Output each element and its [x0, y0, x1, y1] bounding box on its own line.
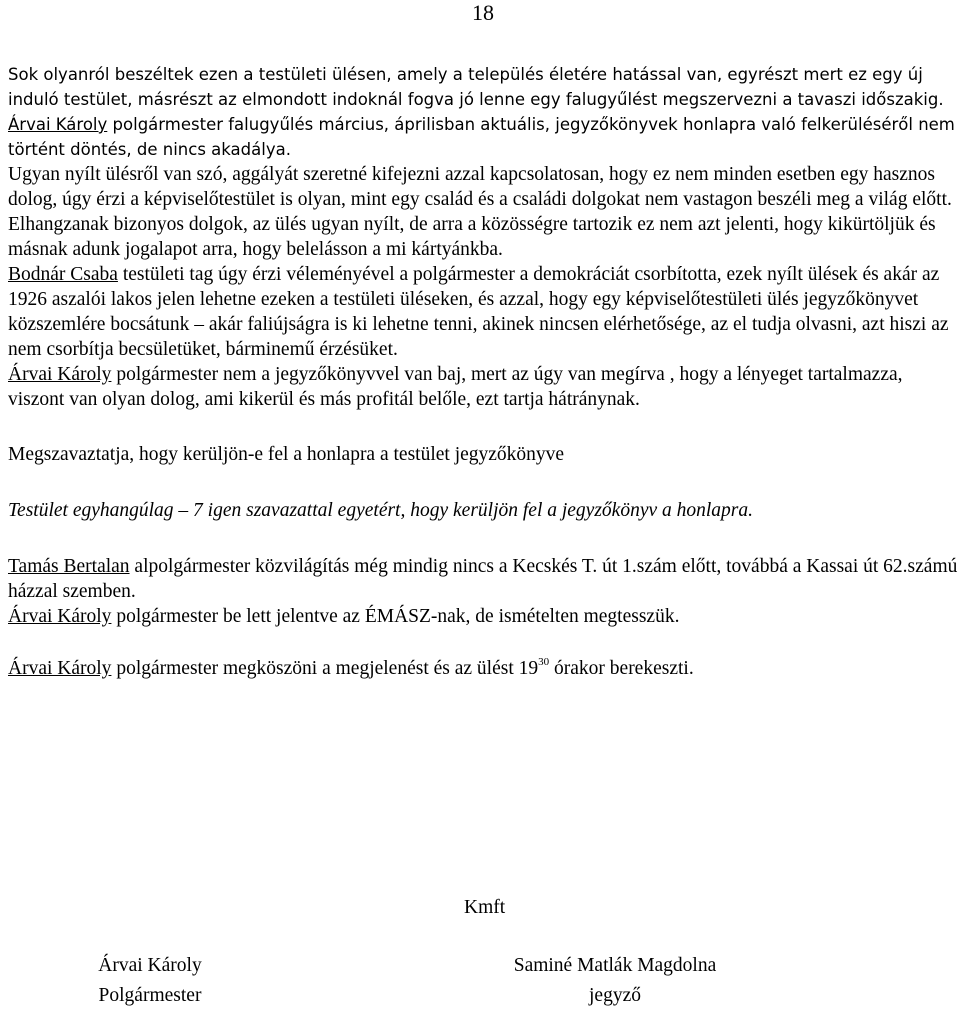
signature-role: Polgármester — [98, 985, 202, 1006]
speaker-name: Árvai Károly — [8, 606, 112, 627]
paragraph-bodnar — [8, 262, 958, 362]
paragraph-mayor-forum — [8, 112, 958, 162]
paragraph-intro: Sok olyanról beszéltek ezen a testületi ülésen, amely a település életére hatással van, egyrészt mert ez egy új induló testület, másrészt az elmondott indoknál fogva jó lenne egy falugyűlést megszervezni a tavaszi időszakig. — [8, 65, 944, 109]
time-superscript: 30 — [538, 656, 550, 668]
speaker-name: Árvai Károly — [8, 658, 112, 679]
speaker-text: polgármester falugyűlés március, áprilisban aktuális, jegyzőkönyvek honlapra való felkerüléséről nem történt döntés, de nincs akadálya. — [8, 115, 955, 159]
speaker-text: alpolgármester közvilágítás még mindig nincs a Kecskés T. út 1.szám előtt, továbbá a Kassai út 62.számú házzal szemben. — [8, 556, 958, 602]
signature-name: Saminé Matlák Magdolna — [513, 955, 717, 976]
speaker-name: Árvai Károly — [8, 115, 108, 134]
minutes-body — [8, 62, 958, 681]
vote-result: Testület egyhangúlag – 7 igen szavazattal egyetért, hogy kerüljön fel a jegyzőkönyv a honlapra. — [8, 500, 754, 521]
speaker-name: Tamás Bertalan — [8, 556, 130, 577]
speaker-text-end: órakor berekeszti. — [549, 658, 694, 679]
signature-mayor — [70, 951, 230, 1011]
paragraph-mayor-reply — [8, 362, 958, 412]
signature-name: Árvai Károly — [98, 955, 202, 976]
paragraph-closing — [8, 656, 958, 681]
page-number: 18 — [472, 0, 494, 25]
paragraph-concern: Ugyan nyílt ülésről van szó, aggályát szeretné kifejezni azzal kapcsolatosan, hogy ez nem minden esetben egy hasznos dolog, úgy érzi a képviselőtestület is olyan, mint egy család és a családi dolgokat nem vastagon beszéli meg a világ előtt. Elhangzanak bizonyos dolgok, az ülés ugyan nyílt, de arra a közösségre tartozik ez nem azt jelenti, hogy kikürtöljük és másnak adunk jogalapot arra, hogy belelásson a mi kártyánkba. — [8, 164, 952, 260]
speaker-text: polgármester nem a jegyzőkönyvvel van baj, mert az úgy van megírva , hogy a lényeget tartalmazza, viszont van olyan dolog, ami kikerül és más profitál belőle, ezt tartja hátránynak. — [8, 364, 903, 410]
vote-question: Megszavaztatja, hogy kerüljön-e fel a honlapra a testület jegyzőkönyve — [8, 444, 565, 465]
kmft-label: Kmft — [464, 897, 506, 918]
speaker-name: Árvai Károly — [8, 364, 112, 385]
speaker-text: testületi tag úgy érzi véleményével a polgármester a demokráciát csorbította, ezek nyílt ülések és akár az 1926 aszalói lakos jelen lehetne ezeken a testületi üléseken, és azzal, hogy egy képviselőtestületi ülés jegyzőkönyvet közszemlére bocsátunk – akár faliújságra is ki lehetne tenni, akinek nincsen elérhetősége, az el tudja olvasni, azt hiszi az nem csorbítja becsületüket, bárminemű érzésüket. — [8, 264, 949, 360]
speaker-text: polgármester megköszöni a megjelenést és az ülést 19 — [111, 658, 539, 679]
speaker-text: polgármester be lett jelentve az ÉMÁSZ-nak, de ismételten megtesszük. — [111, 606, 680, 627]
speaker-name: Bodnár Csaba — [8, 264, 118, 285]
signature-role: jegyző — [589, 985, 641, 1006]
signature-notary — [470, 951, 760, 1011]
paragraph-deputy — [8, 554, 958, 604]
paragraph-mayor-emasz — [8, 604, 958, 629]
